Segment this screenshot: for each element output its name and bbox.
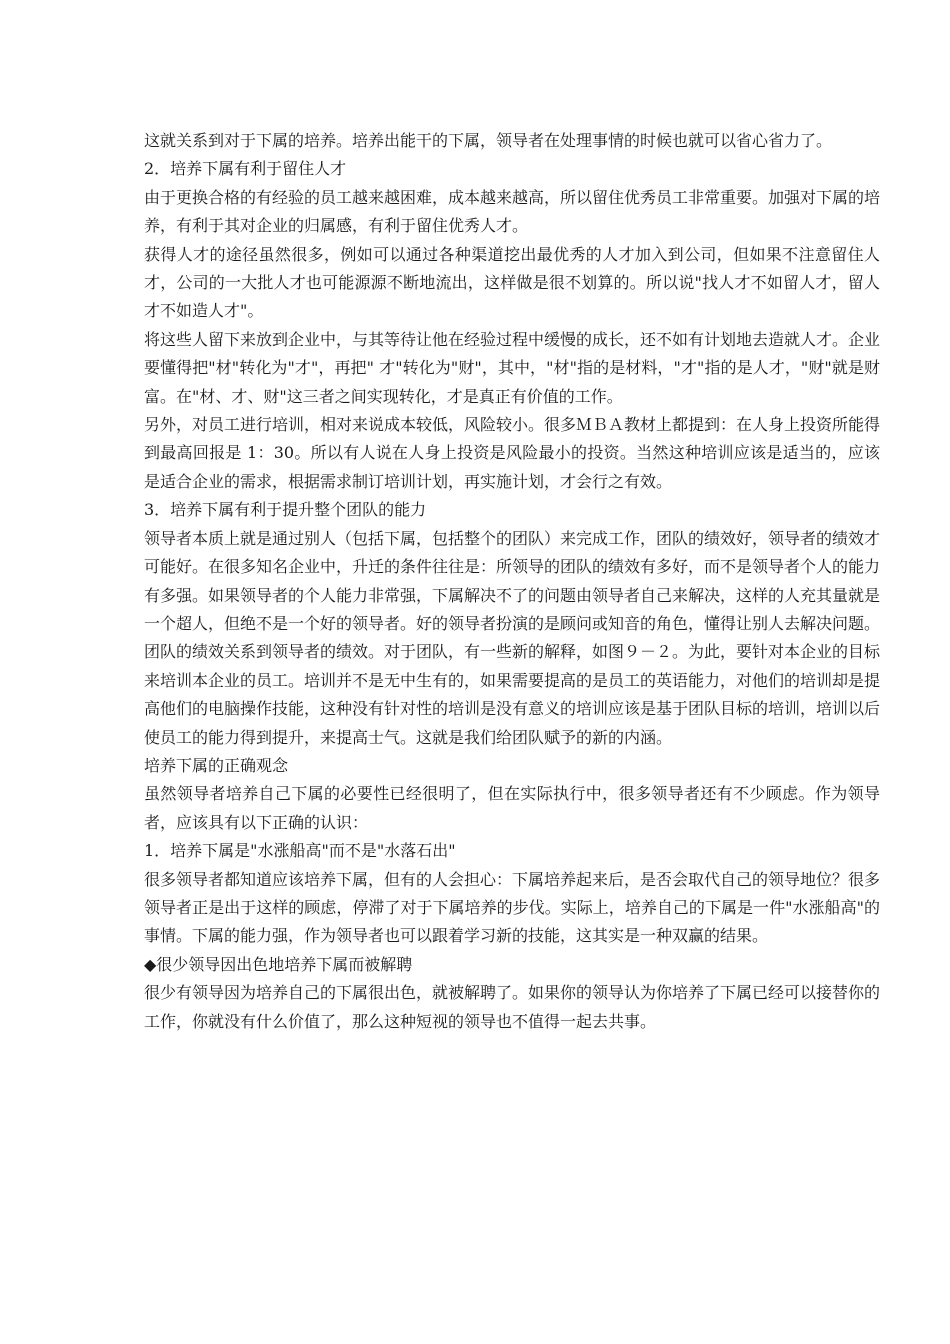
document-page — [144, 127, 880, 1036]
paragraph-team-performance: 团队的绩效关系到领导者的绩效。对于团队，有一些新的解释，如图９－２。为此，要针对本企业的目标来培训本企业的员工。培训并不是无中生有的，如果需要提高的是员工的英语能力，对他们的培训却是提高他们的电脑操作技能，这种没有针对性的培训是没有意义的培训应该是基于团队目标的培训，培训以后使员工的能力得到提升，来提高士气。这就是我们给团队赋予的新的内涵。 — [144, 642, 881, 747]
paragraph-rising-tide: 很多领导者都知道应该培养下属，但有的人会担心：下属培养起来后，是否会取代自己的领导地位？很多领导者正是出于这样的顾虑，停滞了对于下属培养的步伐。实际上，培养自己的下属是一件"水涨船高"的事情。下属的能力强，作为领导者也可以跟着学习新的技能，这其实是一种双赢的结果。 — [144, 869, 881, 946]
paragraph-talent-channels: 获得人才的途径虽然很多，例如可以通过各种渠道挖出最优秀的人才加入到公司，但如果不注意留住人才，公司的一大批人才也可能源源不断地流出，这样做是很不划算的。所以说"找人才不如留人才，留人才不如造人才"。 — [144, 244, 880, 321]
heading-rising-tide: 1．培养下属是"水涨船高"而不是"水落石出" — [144, 841, 456, 861]
paragraph-short-sighted-leader: 很少有领导因为培养自己的下属很出色，就被解聘了。如果你的领导认为你培养了下属已经可以接替你的工作，你就没有什么价值了，那么这种短视的领导也不值得一起去共事。 — [144, 983, 881, 1031]
heading-correct-concepts: 培养下属的正确观念 — [144, 755, 289, 775]
paragraph-leader-essence: 领导者本质上就是通过别人（包括下属，包括整个的团队）来完成工作，团队的绩效好，领导者的绩效才可能好。在很多知名企业中，升迁的条件往往是：所领导的团队的绩效有多好，而不是领导者个人的能力有多强。如果领导者的个人能力非常强，下属解决不了的问题由领导者自己来解决，这样的人充其量就是一个超人，但绝不是一个好的领导者。好的领导者扮演的是顾问或知音的角色，懂得让别人去解决问题。 — [144, 528, 881, 633]
paragraph-concerns: 虽然领导者培养自己下属的必要性已经很明了，但在实际执行中，很多领导者还有不少顾虑。作为领导者，应该具有以下正确的认识： — [144, 784, 880, 832]
paragraph-intro-continuation: 这就关系到对于下属的培养。培养出能干的下属，领导者在处理事情的时候也就可以省心省力了。 — [144, 131, 833, 150]
paragraph-retain-staff: 由于更换合格的有经验的员工越来越困难，成本越来越高，所以留住优秀员工非常重要。加强对下属的培养，有利于其对企业的归属感，有利于留住优秀人才。 — [144, 187, 881, 236]
heading-rarely-dismissed: ◆很少领导因出色地培养下属而被解聘 — [144, 954, 413, 974]
paragraph-cultivate-talent: 将这些人留下来放到企业中，与其等待让他在经验过程中缓慢的成长，还不如有计划地去造就人才。企业要懂得把"材"转化为"才"，再把" 才"转化为"财"，其中，"材"指的是材料，"才"指的是人才，"财"就是财富。在"材、才、财"这三者之间实现转化，才是真正有价值的工作。 — [144, 329, 881, 406]
paragraph-training-cost: 另外，对员工进行培训，相对来说成本较低，风险较小。很多ＭＢＡ教材上都提到：在人身上投资所能得到最高回报是 1：30。所以有人说在人身上投资是风险最小的投资。当然这种培训应该是适当的，应该是适合企业的需求，根据需求制订培训计划，再实施计划，才会行之有效。 — [144, 415, 881, 491]
heading-retain-talent: 2．培养下属有利于留住人才 — [144, 159, 347, 179]
heading-team-ability: 3．培养下属有利于提升整个团队的能力 — [144, 500, 427, 520]
